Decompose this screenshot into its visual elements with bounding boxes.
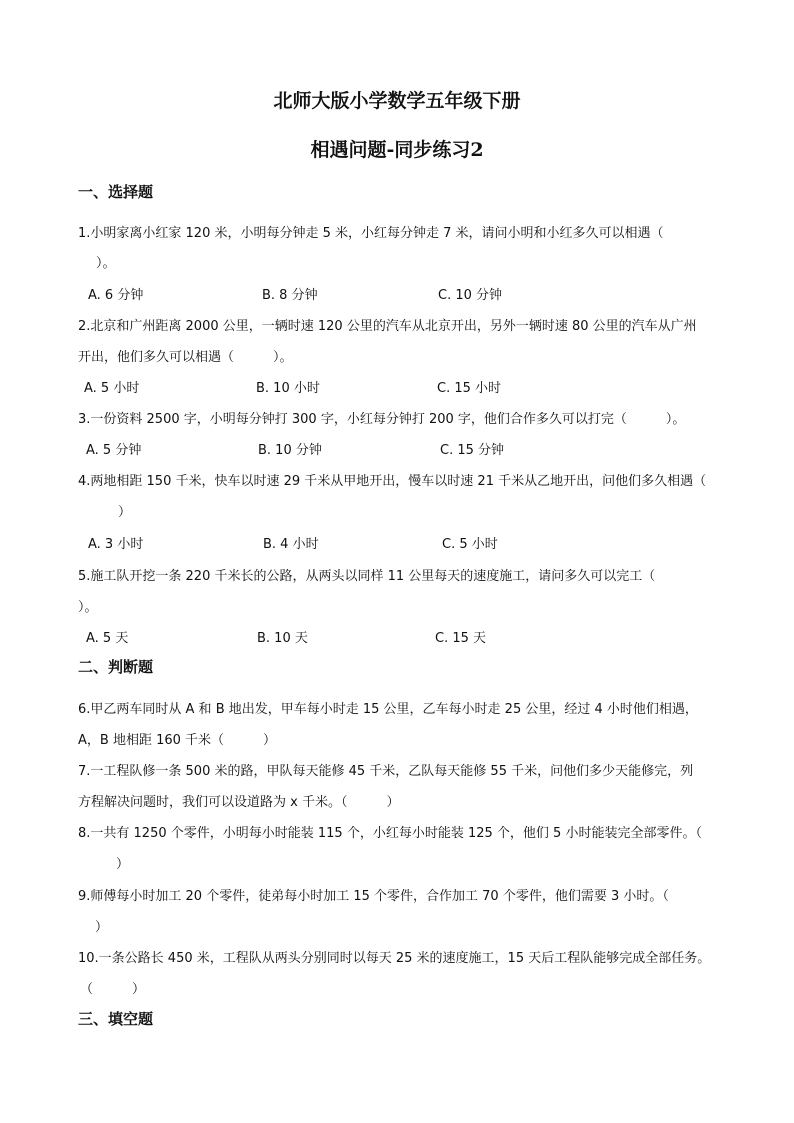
section-heading-choice: 一、选择题 <box>78 183 154 201</box>
question-1-text: 1.小明家离小红家 120 米，小明每分钟走 5 米，小红每分钟走 7 米，请问小明和小红多久可以相遇（ <box>78 226 664 241</box>
question-1-continuation: ）。 <box>96 256 116 271</box>
section-heading-fill: 三、填空题 <box>78 1010 154 1028</box>
question-2-continuation: 开出，他们多久可以相遇（ ）。 <box>78 350 293 365</box>
section-heading-judge: 二、判断题 <box>78 658 154 676</box>
question-5-option-c: C. 15 天 <box>435 631 487 646</box>
question-2-text: 2.北京和广州距离 2000 公里，一辆时速 120 公里的汽车从北京开出，另外一辆时速 80 公里的汽车从广州 <box>78 319 697 334</box>
question-4-continuation: ） <box>118 505 132 520</box>
question-2-option-c: C. 15 小时 <box>437 381 502 396</box>
question-3-option-b: B. 10 分钟 <box>258 443 322 458</box>
judgment-10-continuation: （ ） <box>80 982 146 997</box>
question-4-option-a: A. 3 小时 <box>88 537 144 552</box>
judgment-7-text: 7.一工程队修一条 500 米的路，甲队每天能修 45 千米，乙队每天能修 55 千米，问他们多少天能修完，列 <box>78 764 694 779</box>
judgment-10-text: 10.一条公路长 450 米，工程队从两头分别同时以每天 25 米的速度施工，15 天后工程队能够完成全部任务。 <box>78 951 711 966</box>
question-3-text: 3.一份资料 2500 字，小明每分钟打 300 字，小红每分钟打 200 字，他们合作多久可以打完（ ）。 <box>78 412 686 427</box>
question-2-option-a: A. 5 小时 <box>84 381 140 396</box>
question-5-continuation: ）。 <box>78 600 98 615</box>
question-3-option-a: A. 5 分钟 <box>86 443 142 458</box>
question-1-option-c: C. 10 分钟 <box>438 288 503 303</box>
judgment-9-text: 9.师傅每小时加工 20 个零件，徒弟每小时加工 15 个零件，合作加工 70 个零件，他们需要 3 小时。（ <box>78 889 669 904</box>
judgment-8-text: 8.一共有 1250 个零件，小明每小时能装 115 个，小红每小时能装 125 个，他们 5 小时能装完全部零件。（ <box>78 826 702 841</box>
question-2-option-b: B. 10 小时 <box>256 381 320 396</box>
judgment-7-continuation: 方程解决问题时，我们可以设道路为 x 千米。（ ） <box>78 795 400 810</box>
judgment-8-continuation: ） <box>116 857 130 872</box>
judgment-9-continuation: ） <box>95 920 109 935</box>
question-5-text: 5.施工队开挖一条 220 千米长的公路，从两头以同样 11 公里每天的速度施工，请问多久可以完工（ <box>78 569 656 584</box>
question-4-option-c: C. 5 小时 <box>442 537 498 552</box>
question-3-option-c: C. 15 分钟 <box>440 443 505 458</box>
question-1-option-b: B. 8 分钟 <box>262 288 318 303</box>
question-5-option-a: A. 5 天 <box>86 631 129 646</box>
page-subtitle: 相遇问题-同步练习2 <box>310 139 484 161</box>
question-1-option-a: A. 6 分钟 <box>88 288 144 303</box>
judgment-6-text: 6.甲乙两车同时从 A 和 B 地出发，甲车每小时走 15 公里，乙车每小时走 25 公里，经过 4 小时他们相遇， <box>78 702 698 717</box>
question-4-text: 4.两地相距 150 千米，快车以时速 29 千米从甲地开出，慢车以时速 21 千米从乙地开出，问他们多久相遇（ <box>78 474 707 489</box>
question-4-option-b: B. 4 小时 <box>263 537 319 552</box>
question-5-option-b: B. 10 天 <box>257 631 308 646</box>
page-title: 北师大版小学数学五年级下册 <box>273 90 521 112</box>
judgment-6-continuation: A，B 地相距 160 千米（ ） <box>78 733 277 748</box>
